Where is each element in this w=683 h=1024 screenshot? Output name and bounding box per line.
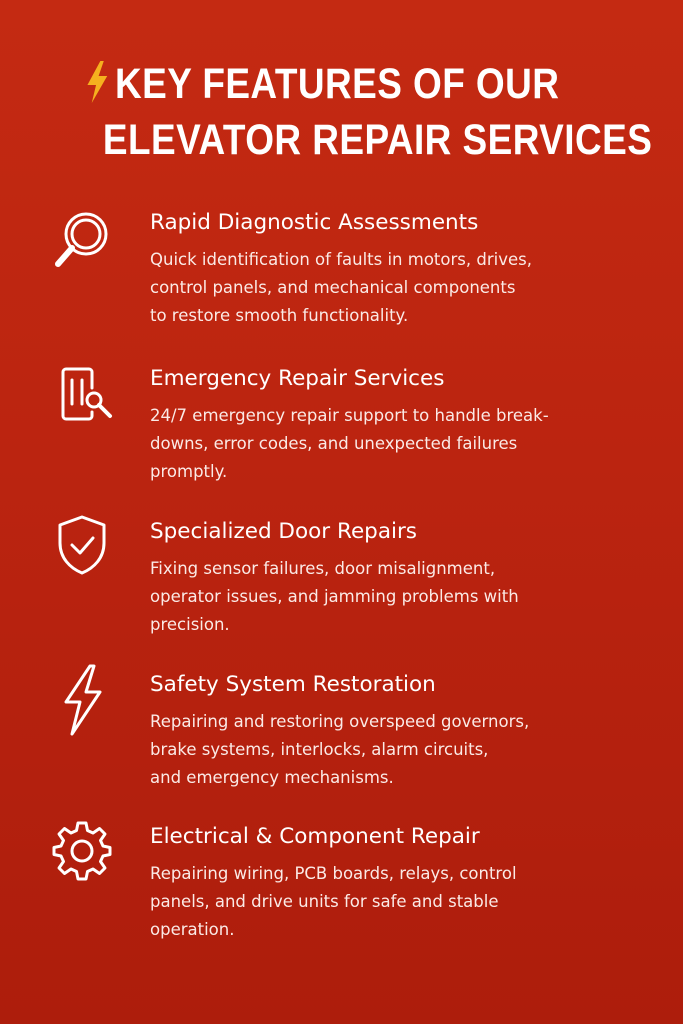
description-line: Repairing wiring, PCB boards, relays, control: [150, 864, 517, 883]
title-text-1: KEY FEATURES OF OUR: [114, 60, 560, 108]
description-line: precision.: [150, 615, 230, 634]
description-line: downs, error codes, and unexpected failures: [150, 434, 518, 453]
page-title: [84, 56, 664, 168]
feature-description: [150, 555, 620, 639]
gear-icon: [50, 818, 114, 882]
description-line: Fixing sensor failures, door misalignment,: [150, 559, 496, 578]
feature-title: Safety System Restoration: [150, 672, 436, 697]
lightning-icon: [50, 664, 114, 728]
title-line-1: [84, 56, 583, 112]
description-line: and emergency mechanisms.: [150, 768, 394, 787]
description-line: panels, and drive units for safe and stable: [150, 892, 499, 911]
feature-title: Emergency Repair Services: [150, 366, 445, 391]
title-line-2: ELEVATOR REPAIR SERVICES: [102, 116, 653, 164]
description-line: to restore smooth functionality.: [150, 306, 409, 325]
description-line: operator issues, and jamming problems with: [150, 587, 519, 606]
panel-wrench-icon: [50, 364, 114, 428]
description-line: control panels, and mechanical components: [150, 278, 516, 297]
feature-title: Rapid Diagnostic Assessments: [150, 210, 479, 235]
description-line: Quick identification of faults in motors, drives,: [150, 250, 532, 269]
feature-description: [150, 708, 620, 792]
lightning-bolt-icon: [84, 60, 110, 104]
feature-description: [150, 246, 620, 330]
feature-title: Specialized Door Repairs: [150, 519, 418, 544]
description-line: Repairing and restoring overspeed governors,: [150, 712, 530, 731]
description-line: promptly.: [150, 462, 228, 481]
description-line: operation.: [150, 920, 235, 939]
feature-description: [150, 402, 620, 486]
magnifier-icon: [50, 208, 114, 272]
feature-title: Electrical & Component Repair: [150, 824, 480, 849]
description-line: brake systems, interlocks, alarm circuits,: [150, 740, 489, 759]
feature-description: [150, 860, 620, 944]
shield-check-icon: [50, 513, 114, 577]
description-line: 24/7 emergency repair support to handle break-: [150, 406, 549, 425]
